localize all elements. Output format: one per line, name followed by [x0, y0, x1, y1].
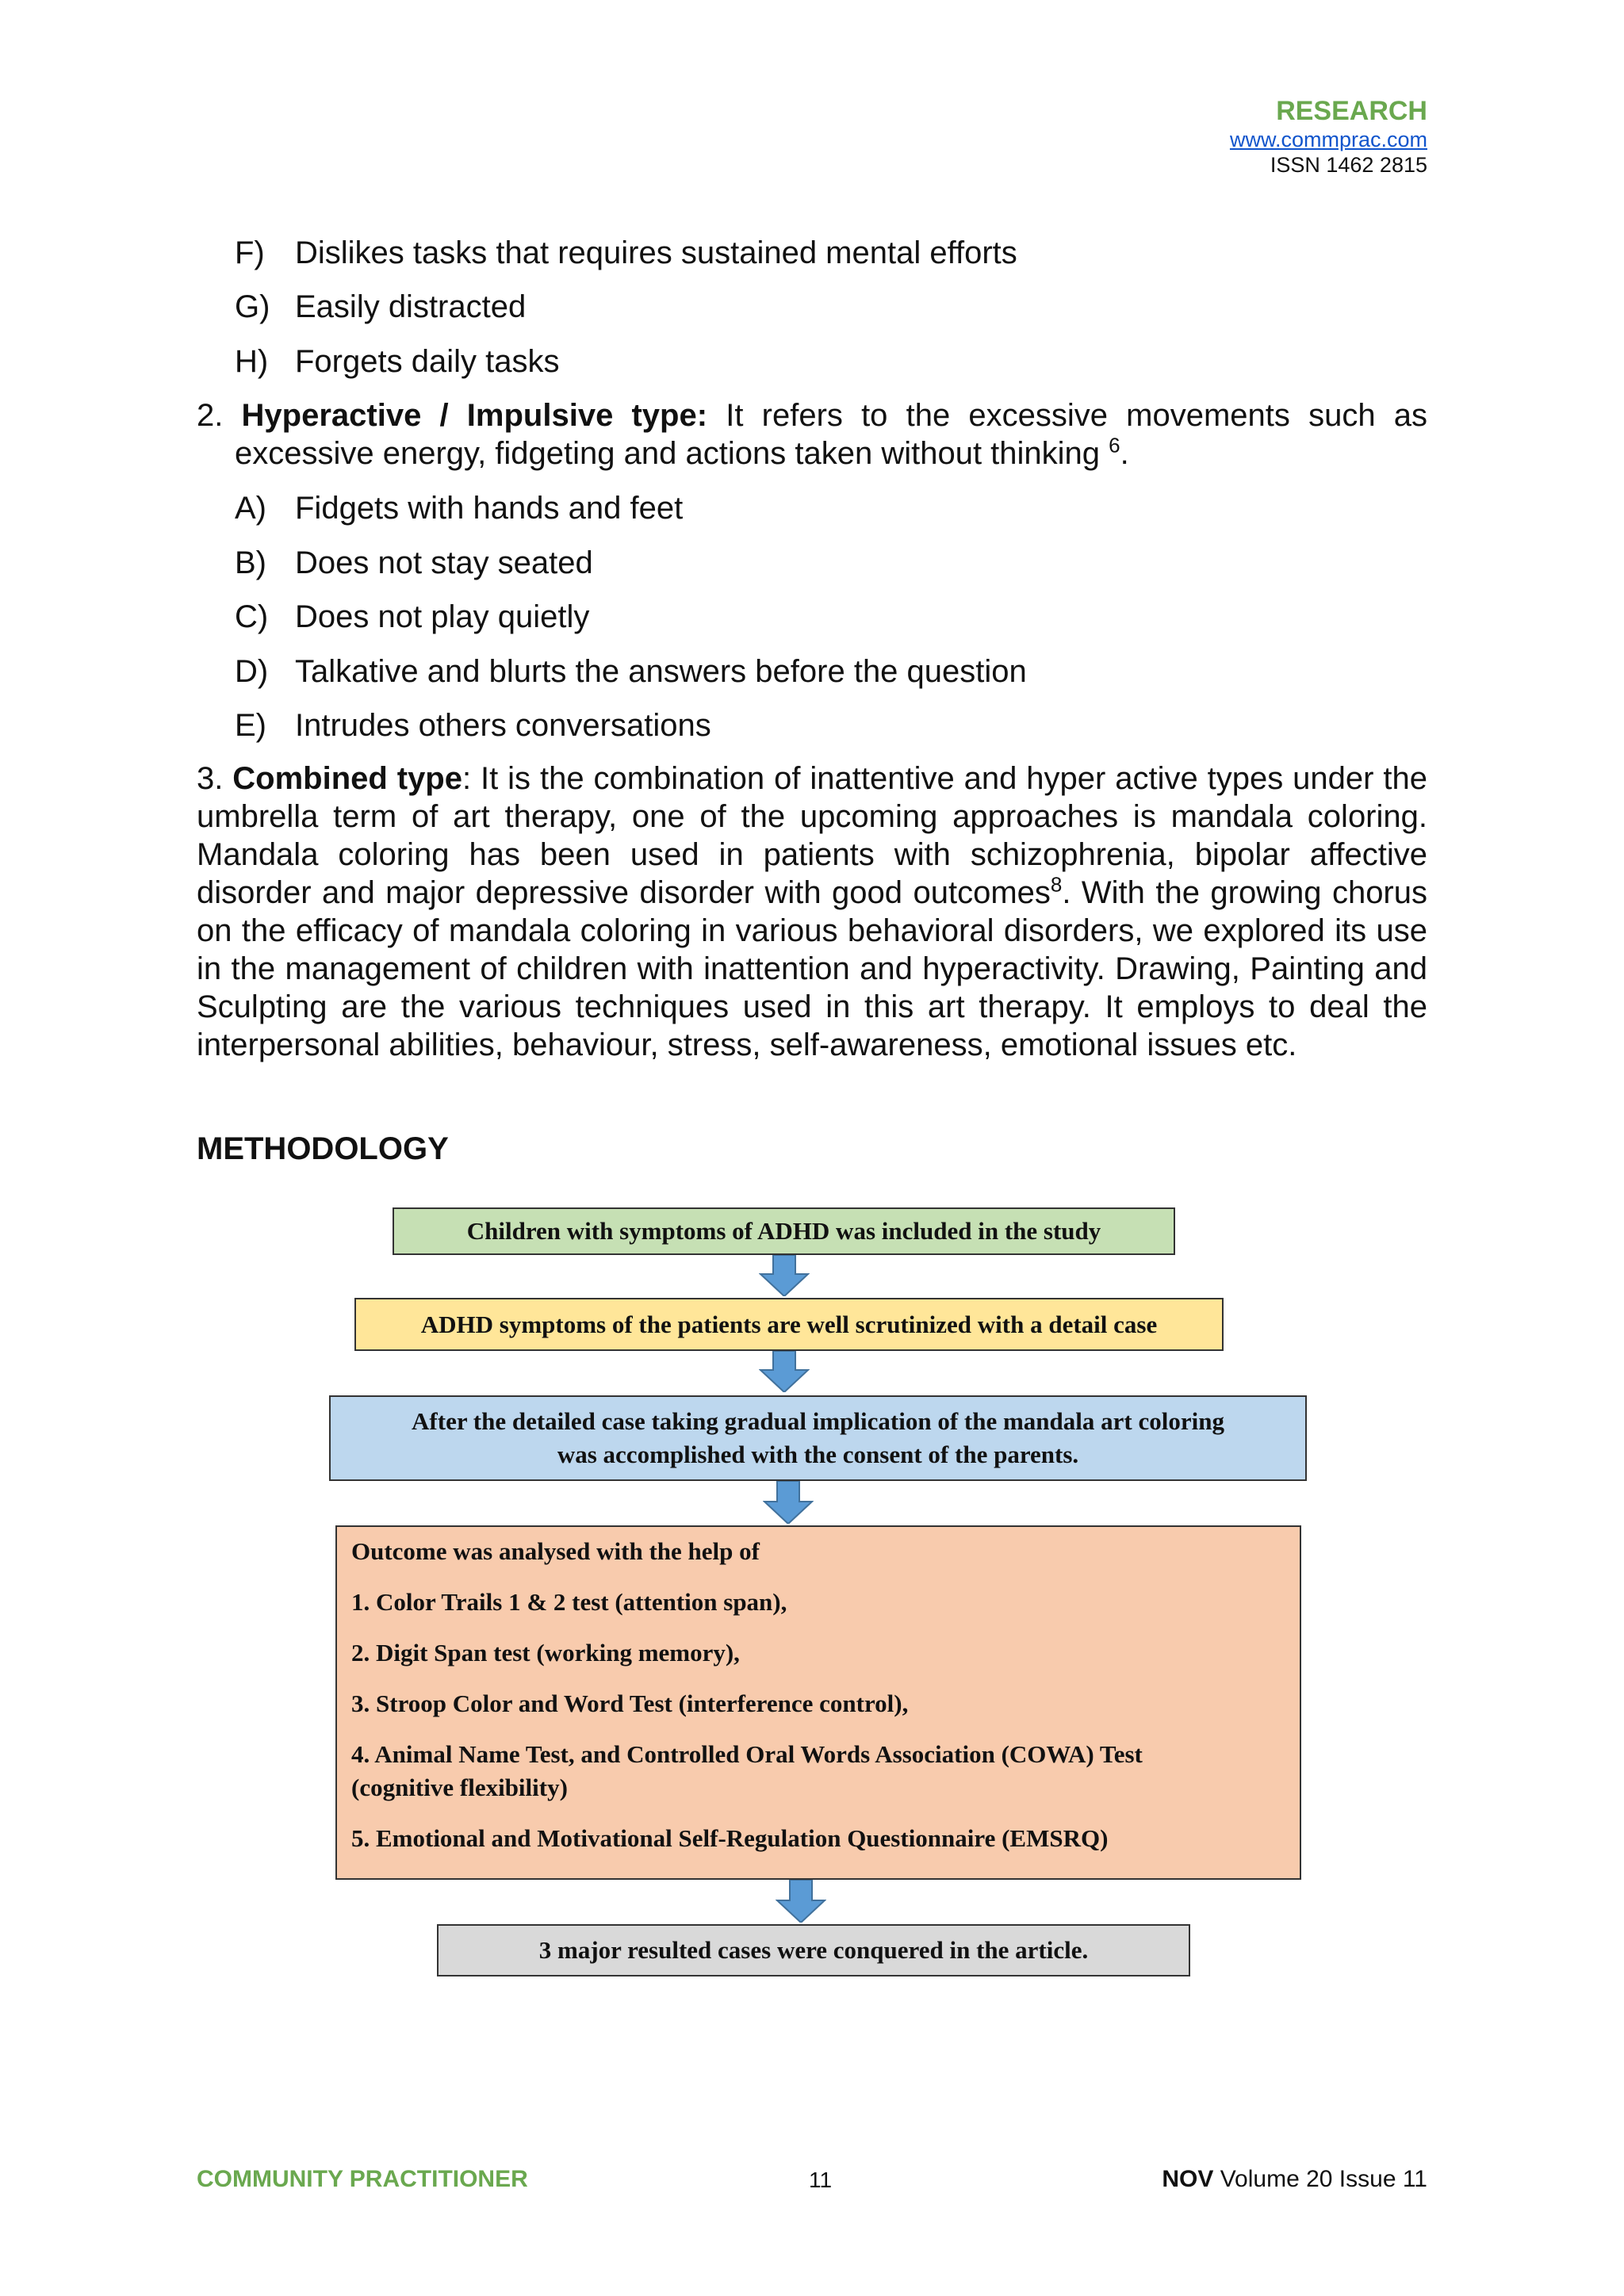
list-marker: F): [235, 235, 265, 270]
outcome-item: 2. Digit Span test (working memory),: [351, 1639, 740, 1667]
outcome-item: (cognitive flexibility): [351, 1774, 568, 1801]
list-item: [235, 288, 526, 326]
issue-volume: Volume 20 Issue 11: [1220, 2166, 1427, 2192]
list-item: [235, 342, 559, 381]
list-item-text: Dislikes tasks that requires sustained mental efforts: [295, 235, 1017, 270]
page-number: 11: [809, 2168, 833, 2192]
outcome-item: 3. Stroop Color and Word Test (interference control),: [351, 1689, 909, 1717]
list-marker: A): [235, 491, 266, 526]
citation-ref: 8: [1050, 872, 1063, 897]
list-item: [235, 706, 711, 744]
list-item-text: Talkative and blurts the answers before the question: [295, 654, 1027, 689]
list-marker: G): [235, 289, 270, 324]
issue-info: [1162, 2166, 1427, 2193]
citation-ref: 6: [1109, 433, 1120, 457]
list-item-text: Does not play quietly: [295, 599, 590, 634]
type-term: Hyperactive / Impulsive type:: [241, 398, 708, 433]
down-arrow-icon: [759, 1255, 810, 1296]
list-item-text: Forgets daily tasks: [295, 344, 560, 379]
hyperactive-type-paragraph: [197, 396, 1427, 473]
paragraph-text: : It is the combination of inattentive and hyper active types under the umbrella term of art therapy, one of the upcoming approaches is mandala coloring. Mandala coloring has been used in patients with schizophrenia, bipolar affective disorder and major depressive disorder with good outcomes: [197, 761, 1427, 910]
list-item: [235, 544, 593, 582]
type-term: Combined type: [232, 761, 462, 796]
outcome-item: 1. Color Trails 1 & 2 test (attention span),: [351, 1588, 787, 1616]
combined-type-paragraph: [197, 760, 1427, 1064]
flow-step-inclusion: Children with symptoms of ADHD was included in the study: [393, 1207, 1175, 1255]
section-heading: METHODOLOGY: [197, 1131, 449, 1166]
flow-step-scrutiny: ADHD symptoms of the patients are well scrutinized with a detail case: [354, 1298, 1224, 1351]
issue-month: NOV: [1162, 2166, 1214, 2192]
running-header: [1230, 95, 1427, 178]
list-marker: D): [235, 654, 269, 689]
issn-label: ISSN 1462 2815: [1270, 153, 1427, 177]
flow-step-results: 3 major resulted cases were conquered in the article.: [437, 1924, 1190, 1976]
down-arrow-icon: [776, 1880, 826, 1923]
period: .: [1120, 436, 1129, 471]
flow-step-text: After the detailed case taking gradual implication of the mandala art coloring: [412, 1407, 1224, 1435]
flow-step-text: was accomplished with the consent of the parents.: [557, 1441, 1079, 1468]
paragraph-text: excessive energy, fidgeting and actions taken without thinking: [235, 436, 1101, 471]
list-item-text: Intrudes others conversations: [295, 708, 711, 743]
list-marker: E): [235, 708, 266, 743]
list-marker: B): [235, 545, 266, 580]
paragraph-text: . With the growing chorus on the efficacy of mandala coloring in various behavioral disorders, we explored its use in the management of children with inattention and hyperactivity. Drawing, Painting and Sculpting are the various techniques used in this art therapy. It employs to deal the interpersonal abilities, behaviour, stress, self-awareness, emotional issues etc.: [197, 875, 1428, 1062]
flow-step-mandala-coloring: [329, 1395, 1307, 1481]
down-arrow-icon: [759, 1351, 810, 1392]
list-item-text: Fidgets with hands and feet: [295, 491, 684, 526]
list-marker: C): [235, 599, 269, 634]
item-number: 3.: [197, 761, 224, 796]
journal-name: COMMUNITY PRACTITIONER: [197, 2166, 528, 2192]
list-item: [235, 234, 1017, 272]
list-item-text: Does not stay seated: [295, 545, 593, 580]
down-arrow-icon: [763, 1481, 814, 1524]
list-item: [235, 652, 1027, 691]
list-item: [235, 598, 589, 636]
outcome-item: 5. Emotional and Motivational Self-Regulation Questionnaire (EMSRQ): [351, 1824, 1109, 1852]
outcome-item: 4. Animal Name Test, and Controlled Oral Words Association (COWA) Test: [351, 1740, 1143, 1768]
outcome-title: Outcome was analysed with the help of: [351, 1537, 760, 1565]
flow-step-outcome-measures: [335, 1525, 1301, 1880]
section-label: RESEARCH: [1276, 96, 1427, 126]
list-item-text: Easily distracted: [295, 289, 527, 324]
journal-website-link[interactable]: www.commprac.com: [1229, 128, 1427, 151]
paragraph-text: It refers to the excessive movements such as: [726, 398, 1428, 433]
list-marker: H): [235, 344, 269, 379]
list-item: [235, 489, 683, 527]
item-number: 2.: [197, 398, 224, 433]
